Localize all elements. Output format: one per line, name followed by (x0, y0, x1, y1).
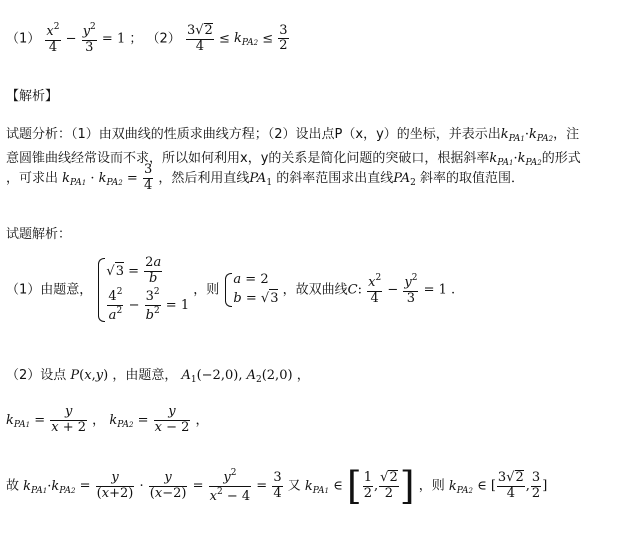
formula: $\frac{y}{(x+2)}$ (96, 469, 134, 501)
equation-system: √3 = $\frac{2a}{b}$ $\frac{4^2}{a^2}$ − $\frac{3^2}{b^2}$ = 1 (96, 256, 189, 324)
formula: $\frac{1}{2}$ (363, 469, 373, 501)
formula: $\frac{y}{(x-2)}$ (149, 469, 187, 501)
solution-text: ， (296, 368, 310, 383)
solution-text: （2）设点 (6, 368, 67, 383)
answer-line: （1） $\frac{x^2}{4}$ − $\frac{y^2}{3}$ = 1 ； （2） $\frac{3√2}{4}$ ≤ $k_{PA2}$ ≤ $\frac{3}{2}$ (6, 22, 288, 55)
formula: $PA_2$ (393, 170, 416, 188)
analysis-text: ，注 (553, 127, 580, 142)
formula: $\frac{3}{4}$ (143, 162, 153, 193)
solution-part1: （1）由题意， √3 = $\frac{2a}{b}$ $\frac{4^2}{a^2}$ − $\frac{3^2}{b^2}$ = 1 ，则 a = 2 b = √3 ，故双曲线C: $\frac{x^2}{4}$ − $\frac{y^2}{3}$ = 1 . (6, 255, 456, 323)
equation-system: a = 2 b = √3 (223, 271, 278, 308)
formula: $\frac{3√2}{4}$ (186, 23, 213, 54)
solution-text: 又 (287, 478, 301, 494)
formula: $\frac{3}{4}$ (273, 469, 282, 501)
solution-heading: 试题解析： (6, 227, 72, 242)
answer-separator: ； (129, 31, 143, 47)
formula: $\frac{x^2}{4}$ (46, 22, 60, 55)
answer-part1-label: （1） (6, 31, 41, 47)
solution-text: ，故双曲线 (282, 282, 348, 298)
solution-text: ，则 (418, 478, 445, 494)
solution-text: ，则 (193, 282, 220, 298)
solution-slopes: $k_{PA1}$ = $\frac{y}{x + 2}$ ， $k_{PA2}$ = $\frac{y}{x - 2}$ ， (6, 404, 209, 435)
analysis-text: ，可求出 (6, 170, 59, 186)
solution-text: （1）由题意， (6, 282, 93, 298)
analysis-text: 斜率的取值范围． (420, 170, 525, 186)
analysis-text: 的斜率范围求出直线 (276, 170, 394, 186)
analysis-label: 试题分析： (6, 127, 72, 142)
solution-text: 故 (6, 478, 20, 494)
analysis-text: ，然后利用直线 (158, 170, 250, 186)
formula: $\frac{3}{2}$ (531, 469, 541, 501)
answer-part2-label: （2） (146, 31, 181, 47)
solution-conclusion: 故 $k_{PA1}\cdot k_{PA2}$ = $\frac{y}{(x+2)}$ · $\frac{y}{(x-2)}$ = $\frac{y^2}{x^2 - 4}$ = $\frac{3}{4}$ 又 $k_{PA1}$ ∈ [ $\frac{1}{2}$ , $\frac{√2}{2}$ ] ，则 $k_{PA2}$ ∈ [ $\frac{3√2}{4}$ , $\frac{3}{2}$ ] (6, 464, 548, 508)
formula: $k_{PA1}\cdot k_{PA2}$ (500, 127, 554, 144)
formula: $\frac{y^2}{3}$ (82, 22, 96, 55)
analysis-text: （1）由双曲线的性质求曲线方程；（2）设出点P（x，y）的坐标，并表示出 (71, 127, 501, 142)
solution-text: ，由题意， (112, 368, 178, 383)
formula: $\frac{√2}{2}$ (380, 470, 398, 501)
analysis-line-3: ，可求出 $k_{PA1} \cdot k_{PA2}$ = $\frac{3}{4}$ ，然后利用直线$PA_1$ 的斜率范围求出直线$PA_2$ 斜率的取值范围． (6, 162, 525, 193)
formula: $k_{PA1} \cdot k_{PA2}$ (62, 170, 123, 188)
formula: $PA_1$ (249, 170, 273, 188)
formula: $\frac{3√2}{4}$ (497, 470, 524, 501)
formula: $\frac{y}{x + 2}$ (51, 404, 87, 435)
analysis-heading: 【解析】 (6, 89, 59, 104)
solution-text: ， (92, 412, 106, 428)
analysis-line-1 (6, 123, 579, 144)
formula: $\frac{y}{x - 2}$ (154, 404, 190, 435)
formula: $\frac{3}{2}$ (279, 22, 288, 54)
solution-part2-line1: （2）设点 P(x,y) ，由题意， $A_1(-2,0)$, $A_2(2,0)$ ， (6, 368, 310, 385)
formula: $\frac{y^2}{x^2 - 4}$ (209, 467, 251, 504)
analysis-text: 的形式 (541, 151, 581, 166)
formula: $\frac{y^2}{3}$ (404, 272, 418, 306)
formula: $\frac{x^2}{4}$ (368, 272, 382, 306)
solution-text: ， (195, 412, 209, 428)
analysis-text: 意圆锥曲线经常设而不求，所以如何利用x，y的关系是简化问题的突破口，根据斜率 (6, 151, 490, 166)
formula: $k_{PA1}\cdot k_{PA2}$ (489, 151, 542, 168)
